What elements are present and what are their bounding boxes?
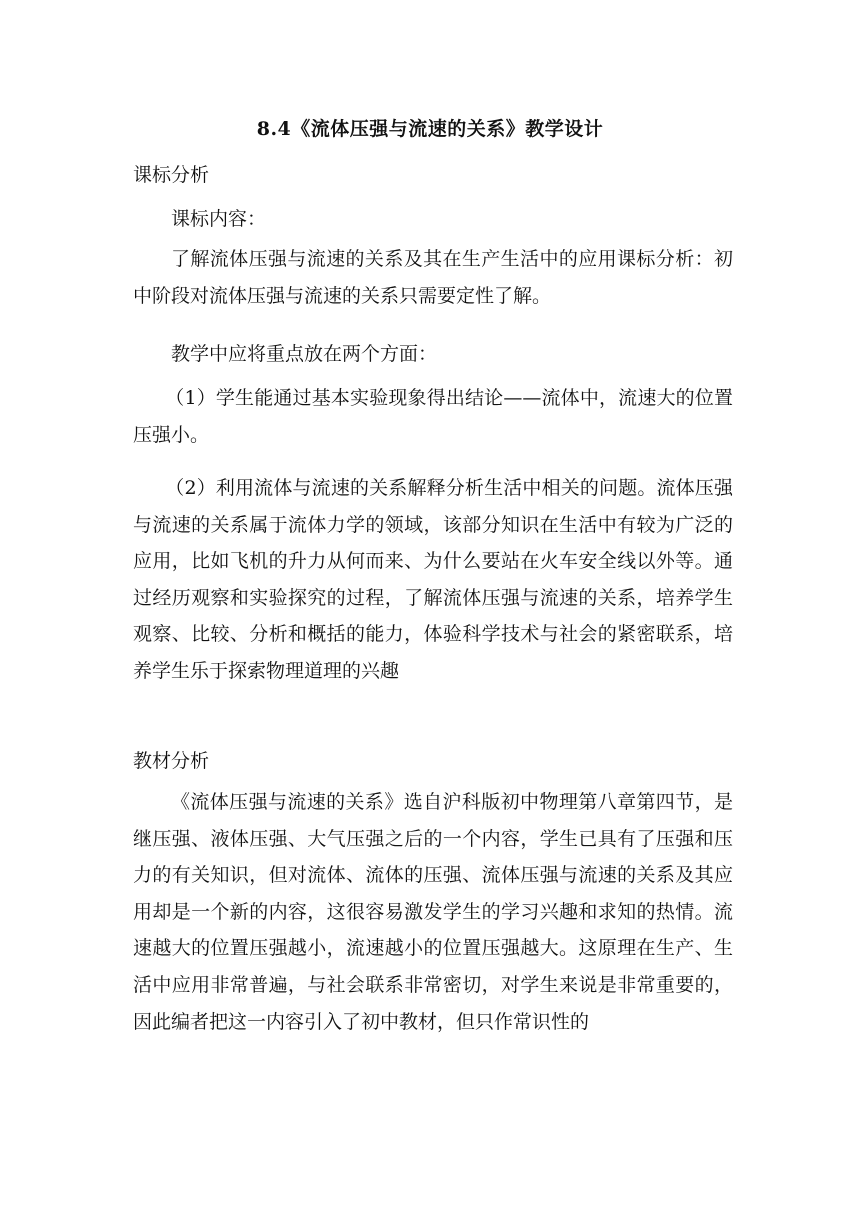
focus-point-2: （2）利用流体与流速的关系解释分析生活中相关的问题。流体压强与流速的关系属于流体力学的领域，该部分知识在生活中有较为广泛的应用，比如飞机的升力从何而来、为什么要站在火车安全线以外等。通过经历观察和实验探究的过程，了解流体压强与流速的关系，培养学生观察、比较、分析和概括的能力，体验科学技术与社会的紧密联系，培养学生乐于探索物理道理的兴趣 (133, 477, 733, 682)
section-heading-curriculum: 课标分析 (133, 164, 210, 186)
focus-point-1: （1）学生能通过基本实验现象得出结论——流体中，流速大的位置压强小。 (133, 387, 733, 446)
section-heading-textbook: 教材分析 (133, 750, 210, 772)
teaching-focus-intro: 教学中应将重点放在两个方面： (171, 343, 438, 365)
curriculum-text-paragraph: 了解流体压强与流速的关系及其在生产生活中的应用课标分析：初中阶段对流体压强与流速的关系只需要定性了解。 (133, 248, 733, 307)
textbook-analysis-paragraph: 《流体压强与流速的关系》选自沪科版初中物理第八章第四节，是继压强、液体压强、大气压强之后的一个内容，学生已具有了压强和压力的有关知识，但对流体、流体的压强、流体压强与流速的关系及其应用却是一个新的内容，这很容易激发学生的学习兴趣和求知的热情。流速越大的位置压强越小，流速越小的位置压强越大。这原理在生产、生活中应用非常普遍，与社会联系非常密切，对学生来说是非常重要的，因此编者把这一内容引入了初中教材，但只作常识性的 (133, 791, 733, 1033)
document-title: 8.4《流体压强与流速的关系》教学设计 (256, 118, 604, 140)
curriculum-content-label: 课标内容： (171, 208, 267, 230)
